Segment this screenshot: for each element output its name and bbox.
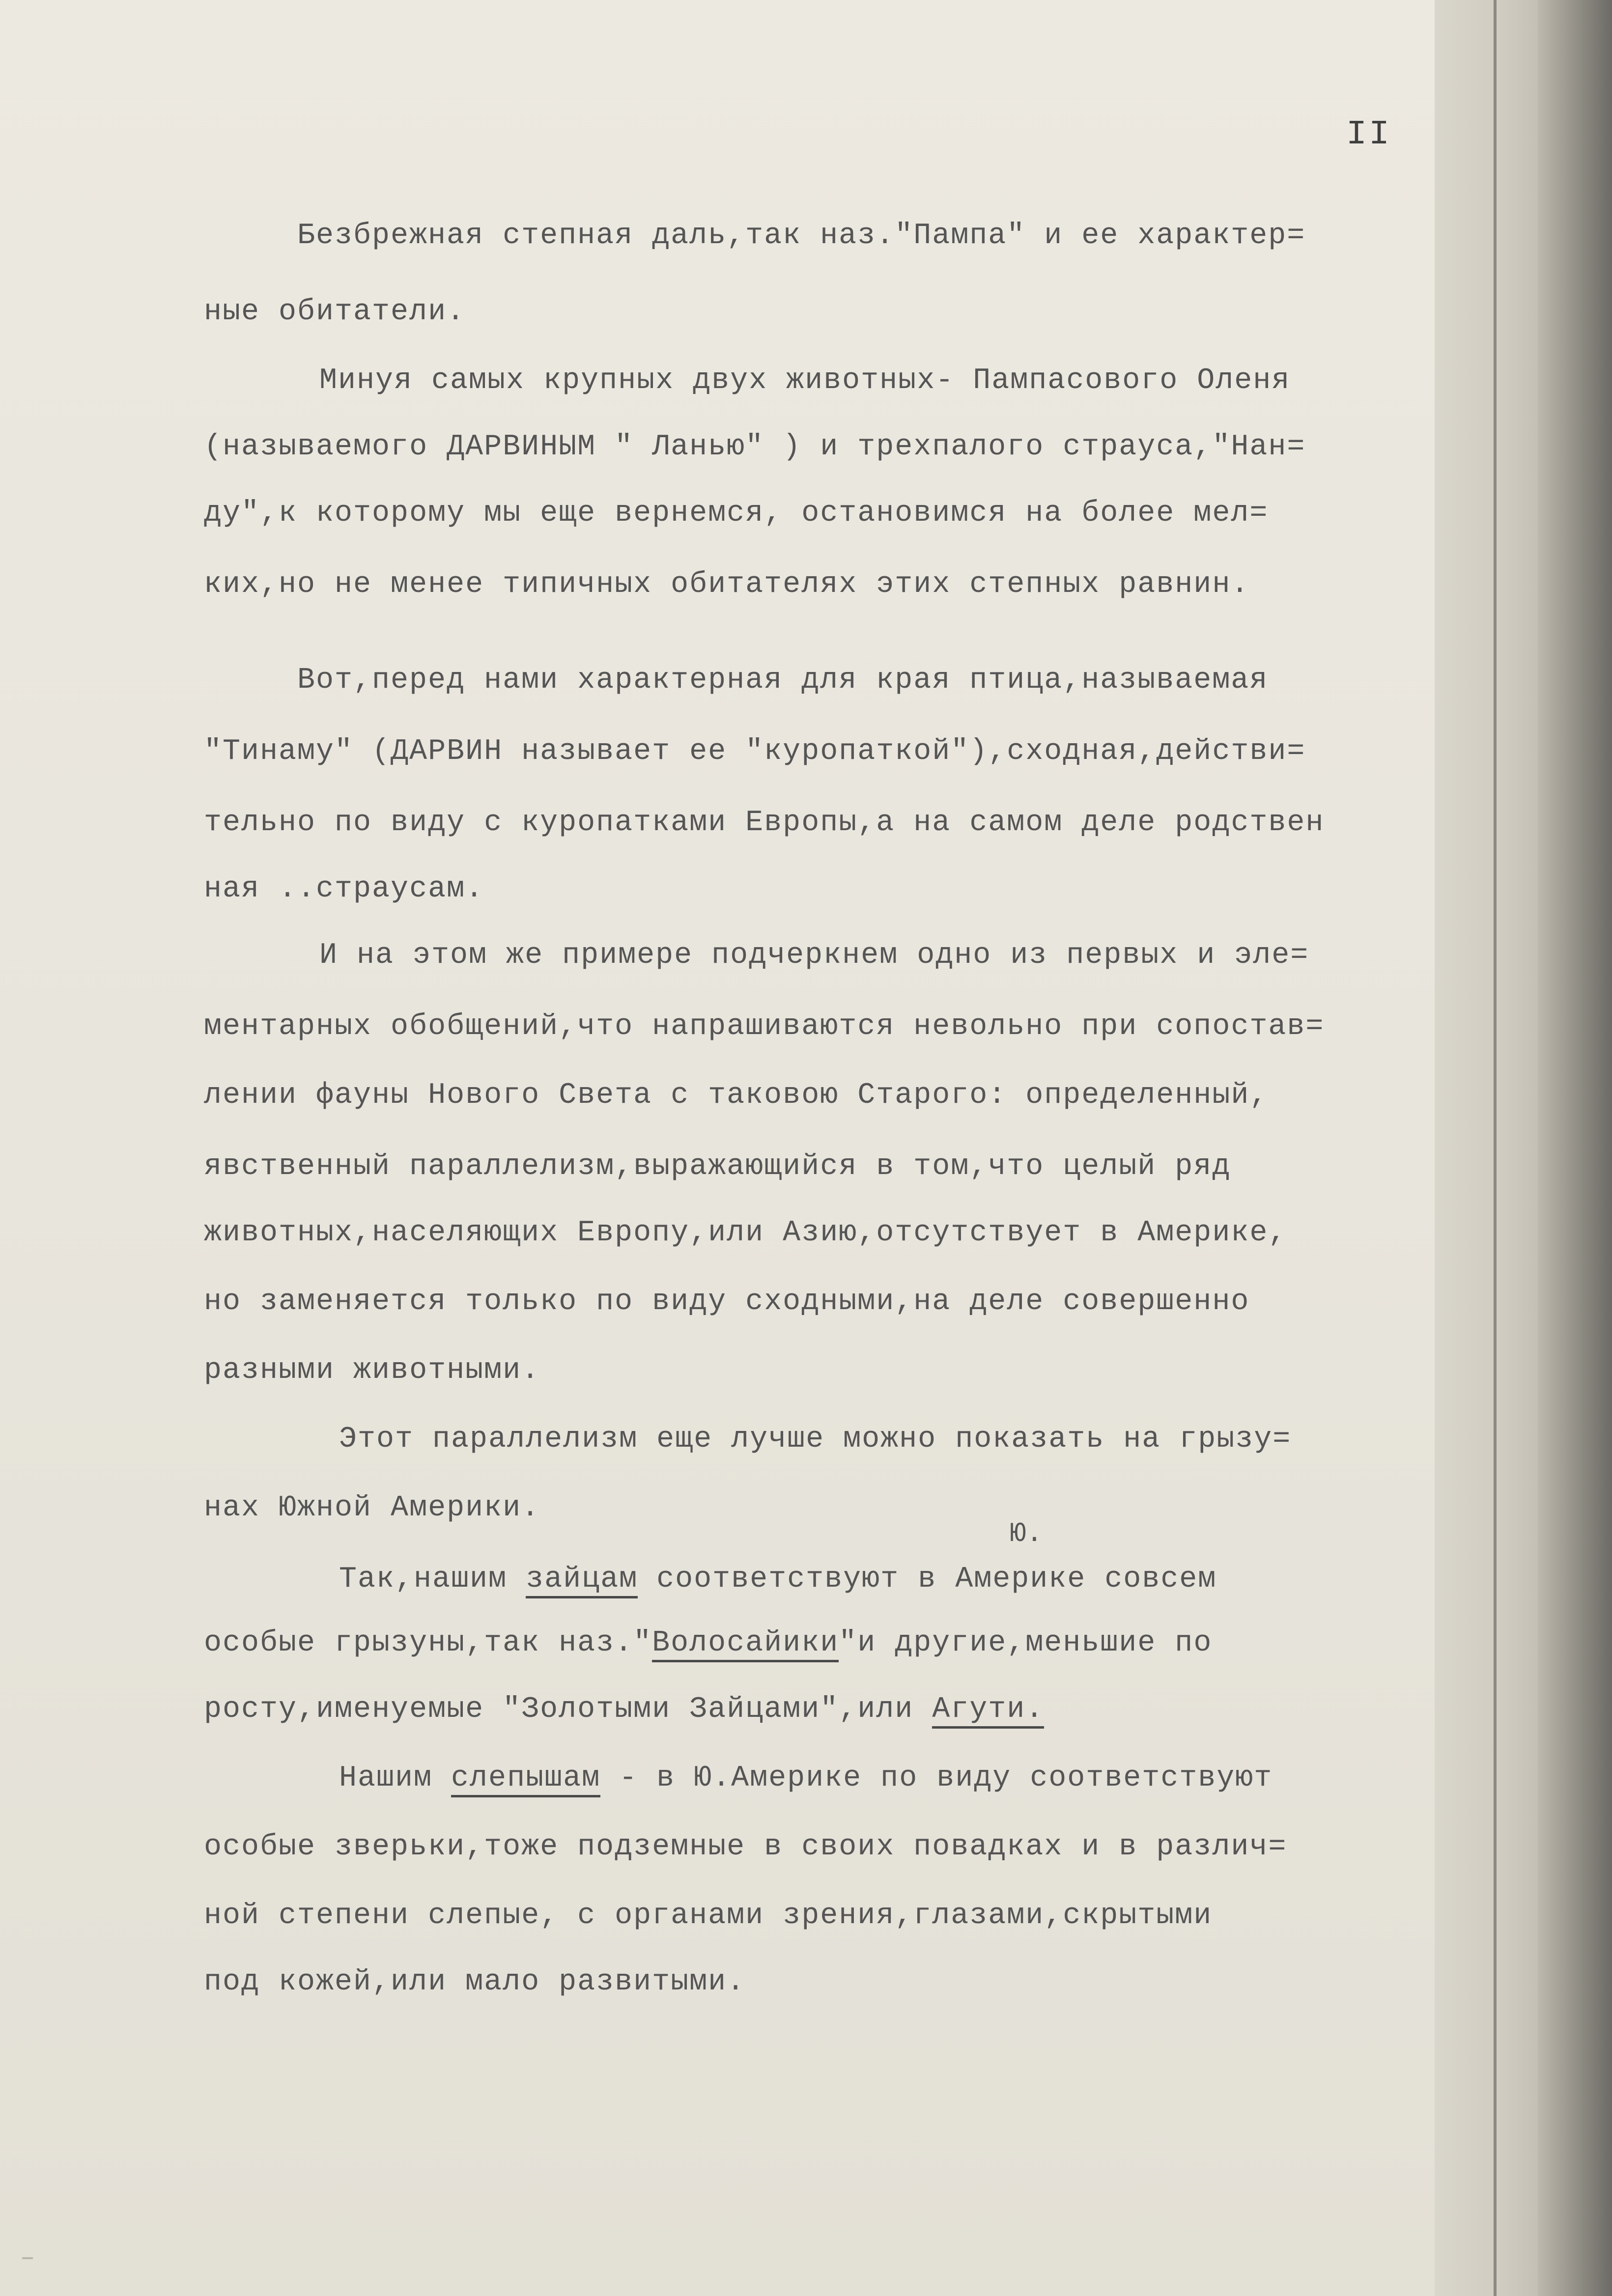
text-line: ная ..страусам.: [204, 872, 484, 906]
text-line: явственный параллелизм,выражающийся в том,что целый ряд: [204, 1150, 1231, 1183]
text-line: И на этом же примере подчеркнем одно из первых и эле=: [319, 939, 1309, 972]
text-fragment: "и другие,меньшие по: [839, 1626, 1213, 1660]
text-line: ментарных обобщений,что напрашиваются невольно при сопостав=: [204, 1010, 1325, 1043]
text-line: тельно по виду с куропатками Европы,а на самом деле родствен: [204, 806, 1325, 840]
text-line: [204, 1690, 1044, 1729]
text-line: [339, 1560, 1216, 1599]
text-line: под кожей,или мало развитыми.: [204, 1965, 746, 1999]
text-fragment: росту,именуемые "Золотыми Зайцами",или: [204, 1693, 933, 1726]
underlined-term: слепышам: [451, 1762, 600, 1797]
text-line: разными животными.: [204, 1354, 540, 1387]
text-line: ких,но не менее типичных обитателях этих степных равнин.: [204, 568, 1250, 601]
text-line: "Тинаму" (ДАРВИН называет ее "куропаткой"),сходная,действи=: [204, 735, 1306, 768]
text-line: [339, 1759, 1273, 1798]
text-line: ду",к которому мы еще вернемся, остановимся на более мел=: [204, 497, 1269, 530]
text-line: но заменяется только по виду сходными,на деле совершенно: [204, 1285, 1250, 1318]
underlined-term: Волосайики: [652, 1626, 839, 1662]
underlined-term: Агути.: [932, 1693, 1044, 1729]
text-fragment: особые грызуны,так наз.": [204, 1626, 652, 1660]
text-line: Вот,перед нами характерная для края птица,называемая: [297, 664, 1269, 697]
text-line: лении фауны Нового Света с таковою Старого: определенный,: [204, 1079, 1269, 1112]
handwritten-insert: Ю.: [1010, 1518, 1043, 1549]
text-line: ной степени слепые, с органами зрения,глазами,скрытыми: [204, 1899, 1213, 1932]
page-number: II: [1346, 115, 1392, 154]
text-line: [204, 1624, 1212, 1663]
text-fragment: Так,нашим: [339, 1563, 526, 1596]
text-line: Минуя самых крупных двух животных- Пампасового Оленя: [319, 364, 1291, 397]
text-line: Безбрежная степная даль,так наз."Пампа" и ее характер=: [297, 219, 1306, 252]
text-line: (называемого ДАРВИНЫМ " Ланью" ) и трехпалого страуса,"Нан=: [204, 430, 1306, 464]
text-fragment: Нашим: [339, 1762, 452, 1795]
text-fragment: - в Ю.Америке по виду соответствуют: [600, 1762, 1273, 1795]
underlined-term: зайцам: [526, 1563, 638, 1598]
text-line: животных,населяющих Европу,или Азию,отсутствует в Америке,: [204, 1216, 1287, 1250]
text-line: ные обитатели.: [204, 295, 466, 329]
underlying-pages-stack: [1435, 0, 1612, 2296]
text-line: нах Южной Америки.: [204, 1491, 540, 1525]
text-line: Этот параллелизм еще лучше можно показать на грызу=: [339, 1423, 1292, 1456]
text-line: особые зверьки,тоже подземные в своих повадках и в различ=: [204, 1830, 1287, 1864]
text-fragment: соответствуют в Америке совсем: [638, 1563, 1217, 1596]
